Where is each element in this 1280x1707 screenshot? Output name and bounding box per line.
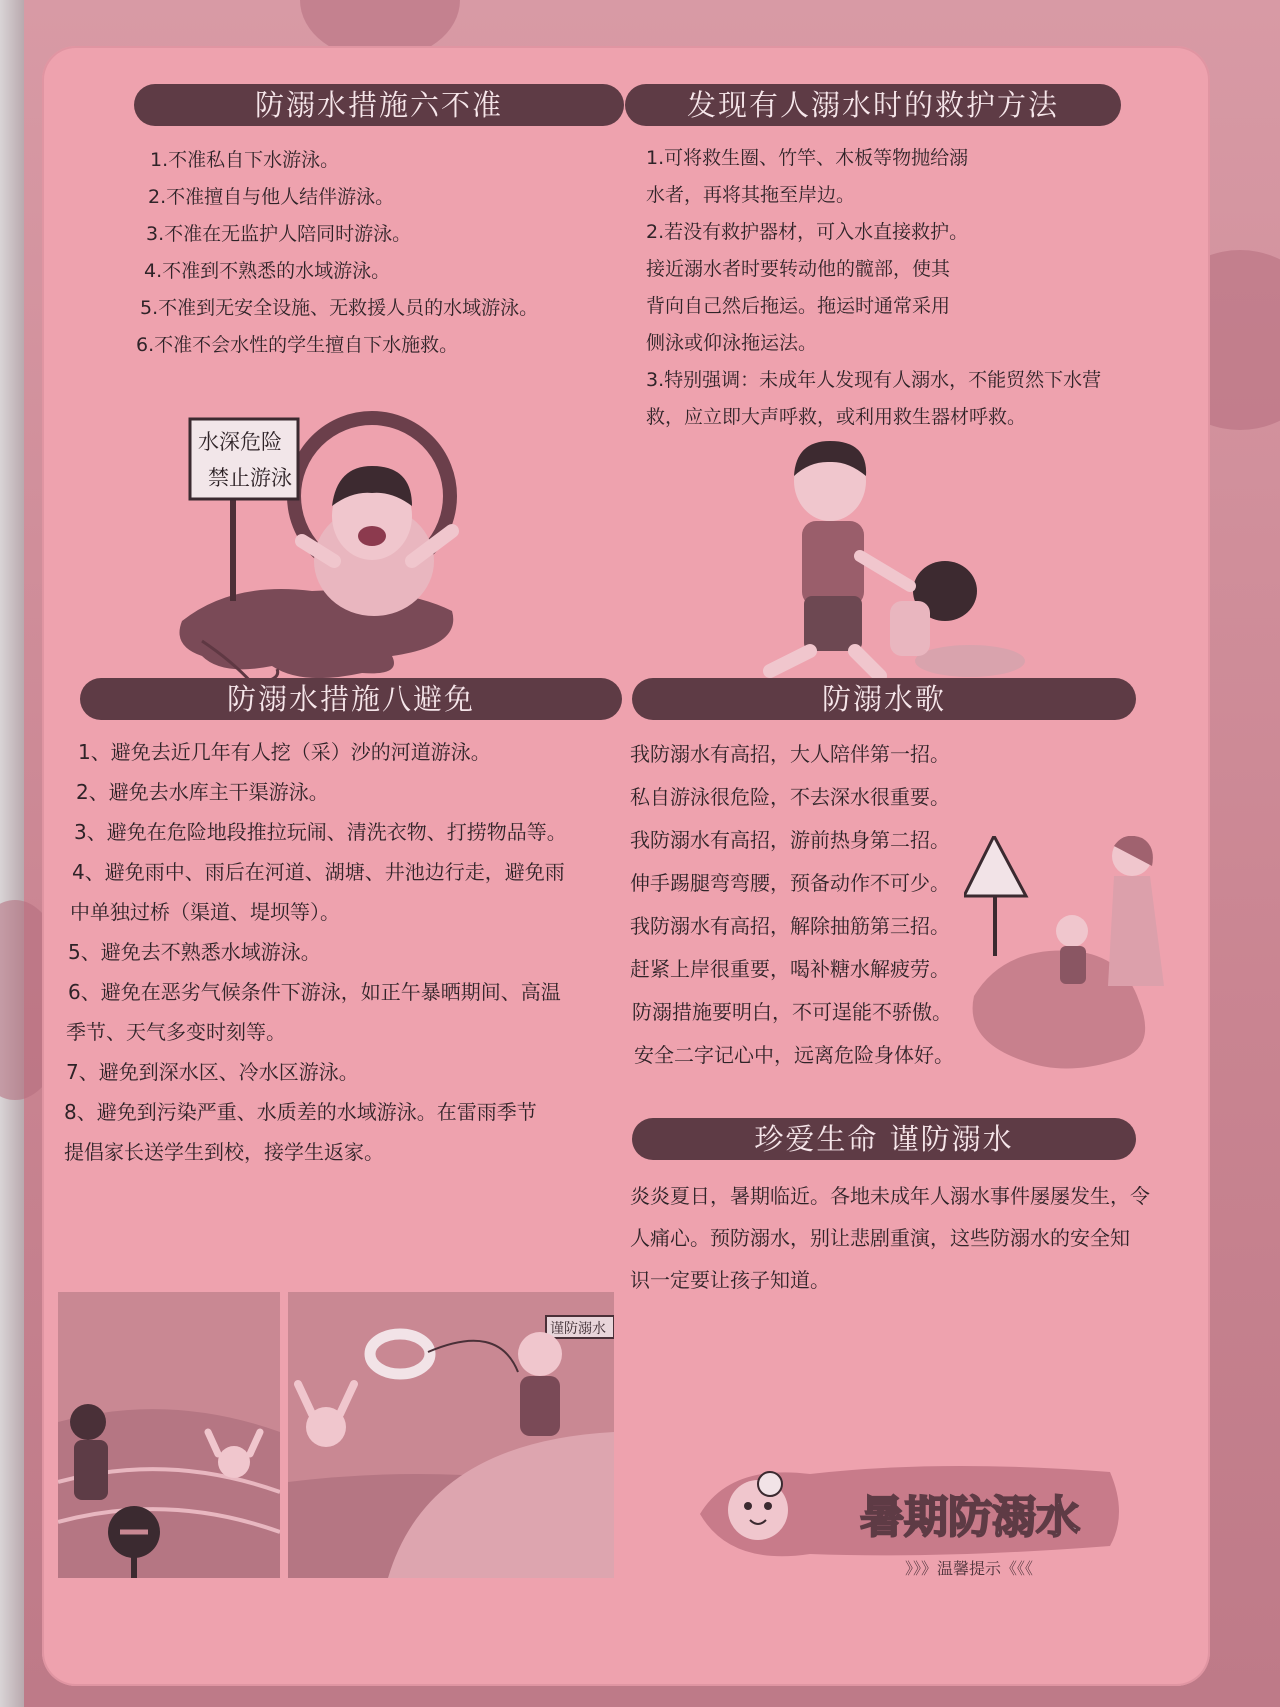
list-item: 2.不准擅自与他人结伴游泳。 [148, 186, 395, 208]
list-item: 提倡家长送学生到校，接学生返家。 [64, 1140, 384, 1164]
list-item: 4、避免雨中、雨后在河道、湖塘、井池边行走，避免雨 [72, 860, 565, 884]
list-item: 1.不准私自下水游泳。 [150, 149, 340, 171]
text-line: 水者，再将其拖至岸边。 [646, 184, 856, 206]
life-ring-rescue-illustration [288, 1292, 614, 1578]
song-title: 防溺水歌 [632, 678, 1136, 720]
list-item: 5、避免去不熟悉水域游泳。 [68, 940, 321, 964]
lyric-line: 赶紧上岸很重要，喝补糖水解疲劳。 [630, 957, 950, 981]
rescue-illustration [730, 436, 1060, 696]
summer-banner [690, 1454, 1130, 1584]
list-item: 2、避免去水库主干渠游泳。 [76, 780, 329, 804]
six-rules-title: 防溺水措施六不准 [134, 84, 624, 126]
lyric-line: 我防溺水有高招，解除抽筋第三招。 [630, 914, 950, 938]
list-item: 6.不准不会水性的学生擅自下水施救。 [136, 334, 459, 356]
lyric-line: 安全二字记心中，远离危险身体好。 [634, 1043, 954, 1067]
sign-text: 禁止游泳 [208, 466, 292, 490]
list-item: 8、避免到污染严重、水质差的水域游泳。在雷雨季节 [64, 1100, 537, 1124]
banner-title: 暑期防溺水 [860, 1492, 1080, 1543]
river-danger-illustration [58, 1292, 280, 1578]
list-item: 1、避免去近几年有人挖（采）沙的河道游泳。 [78, 740, 491, 764]
lyric-line: 防溺措施要明白，不可逞能不骄傲。 [632, 1000, 952, 1024]
flyer-sheet [42, 46, 1210, 1686]
cherish-title: 珍爱生命 谨防溺水 [632, 1118, 1136, 1160]
eight-avoid-title: 防溺水措施八避免 [80, 678, 622, 720]
mother-child-illustration [964, 836, 1184, 1076]
list-item: 4.不准到不熟悉的水域游泳。 [144, 260, 391, 282]
lyric-line: 私自游泳很危险，不去深水很重要。 [630, 785, 950, 809]
text-line: 背向自己然后拖运。拖运时通常采用 [646, 295, 951, 317]
text-line: 接近溺水者时要转动他的髋部，使其 [646, 258, 951, 280]
list-item: 3.不准在无监护人陪同时游泳。 [146, 223, 412, 245]
banner-subtitle: 》》》温馨提示《《《 [905, 1559, 1034, 1578]
text-line: 炎炎夏日，暑期临近。各地未成年人溺水事件屡屡发生，令 [630, 1184, 1150, 1208]
list-item: 5.不准到无安全设施、无救援人员的水域游泳。 [140, 297, 539, 319]
list-item: 3、避免在危险地段推拉玩闹、清洗衣物、打捞物品等。 [74, 820, 567, 844]
text-line: 救，应立即大声呼救，或利用救生器材呼救。 [646, 406, 1027, 428]
list-item: 7、避免到深水区、冷水区游泳。 [66, 1060, 359, 1084]
list-item: 季节、天气多变时刻等。 [66, 1020, 286, 1044]
drowning-child-illustration [162, 411, 482, 691]
list-item: 6、避免在恶劣气候条件下游泳，如正午暴晒期间、高温 [68, 980, 561, 1004]
sign-text: 水深危险 [198, 430, 282, 454]
small-warning-sign-text: 谨防溺水 [550, 1321, 606, 1337]
rescue-title: 发现有人溺水时的救护方法 [625, 84, 1121, 126]
text-line: 2.若没有救护器材，可入水直接救护。 [646, 221, 969, 243]
text-line: 侧泳或仰泳拖运法。 [646, 332, 818, 354]
text-line: 识一定要让孩子知道。 [630, 1268, 830, 1292]
text-line: 3.特别强调：未成年人发现有人溺水，不能贸然下水营 [646, 369, 1102, 391]
page-edge [0, 0, 24, 1707]
text-line: 1.可将救生圈、竹竿、木板等物抛给溺 [646, 147, 969, 169]
list-item: 中单独过桥（渠道、堤坝等）。 [70, 900, 340, 924]
lyric-line: 我防溺水有高招，大人陪伴第一招。 [630, 742, 950, 766]
lyric-line: 伸手踢腿弯弯腰，预备动作不可少。 [630, 871, 950, 895]
text-line: 人痛心。预防溺水，别让悲剧重演，这些防溺水的安全知 [630, 1226, 1130, 1250]
lyric-line: 我防溺水有高招，游前热身第二招。 [630, 828, 950, 852]
